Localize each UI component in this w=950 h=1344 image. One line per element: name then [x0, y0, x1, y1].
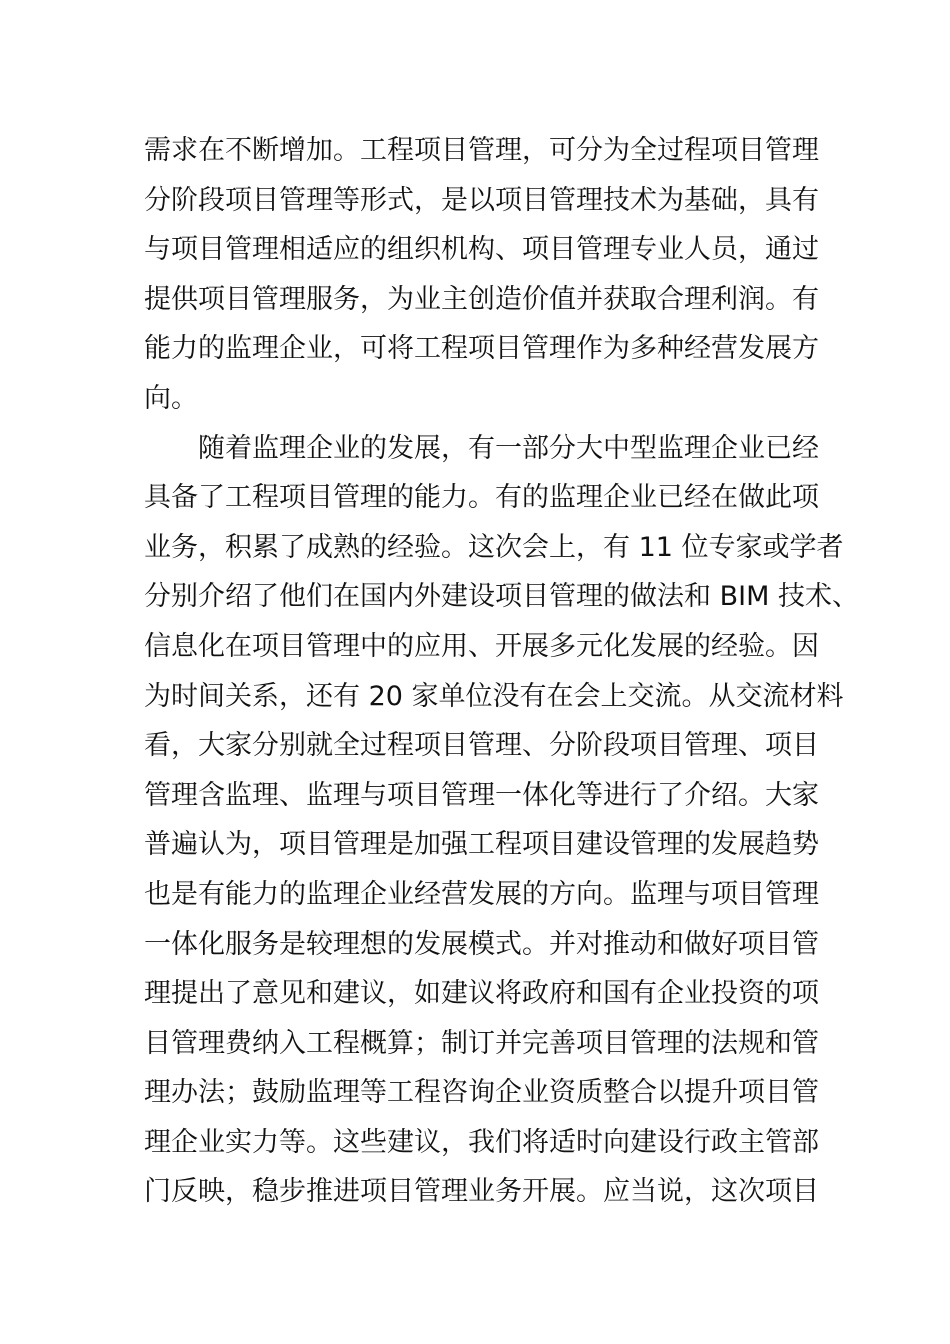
text-line: 能力的监理企业，可将工程项目管理作为多种经营发展方 — [144, 333, 819, 365]
text-line: 具备了工程项目管理的能力。有的监理企业已经在做此项 — [144, 482, 819, 514]
text-line: 信息化在项目管理中的应用、开展多元化发展的经验。因 — [144, 630, 819, 662]
text-line: 分阶段项目管理等形式，是以项目管理技术为基础，具有 — [144, 184, 819, 216]
text-line: 与项目管理相适应的组织机构、项目管理专业人员，通过 — [144, 234, 819, 266]
text-line: 门反映，稳步推进项目管理业务开展。应当说，这次项目 — [144, 1176, 819, 1208]
text-line: 普遍认为，项目管理是加强工程项目建设管理的发展趋势 — [144, 829, 819, 861]
body-text — [144, 126, 859, 1217]
text-line: 也是有能力的监理企业经营发展的方向。监理与项目管理 — [144, 878, 819, 910]
text-line: 一体化服务是较理想的发展模式。并对推动和做好项目管 — [144, 928, 819, 960]
text-line: 为时间关系，还有 20 家单位没有在会上交流。从交流材料 — [144, 680, 844, 712]
text-line: 理提出了意见和建议，如建议将政府和国有企业投资的项 — [144, 978, 819, 1010]
text-line: 向。 — [144, 382, 198, 414]
text-line: 理企业实力等。这些建议，我们将适时向建设行政主管部 — [144, 1126, 819, 1158]
paragraph-first-line: 随着监理企业的发展，有一部分大中型监理企业已经 — [198, 432, 819, 464]
text-line: 理办法；鼓励监理等工程咨询企业资质整合以提升项目管 — [144, 1077, 819, 1109]
text-line: 业务，积累了成熟的经验。这次会上，有 11 位专家或学者 — [144, 531, 844, 563]
text-line: 看，大家分别就全过程项目管理、分阶段项目管理、项目 — [144, 730, 819, 762]
text-line: 提供项目管理服务，为业主创造价值并获取合理利润。有 — [144, 283, 819, 315]
text-line: 目管理费纳入工程概算；制订并完善项目管理的法规和管 — [144, 1027, 819, 1059]
text-line: 分别介绍了他们在国内外建设项目管理的做法和 BIM 技术、 — [144, 581, 859, 613]
text-line: 管理含监理、监理与项目管理一体化等进行了介绍。大家 — [144, 779, 819, 811]
text-line: 需求在不断增加。工程项目管理，可分为全过程项目管理 — [144, 135, 819, 166]
